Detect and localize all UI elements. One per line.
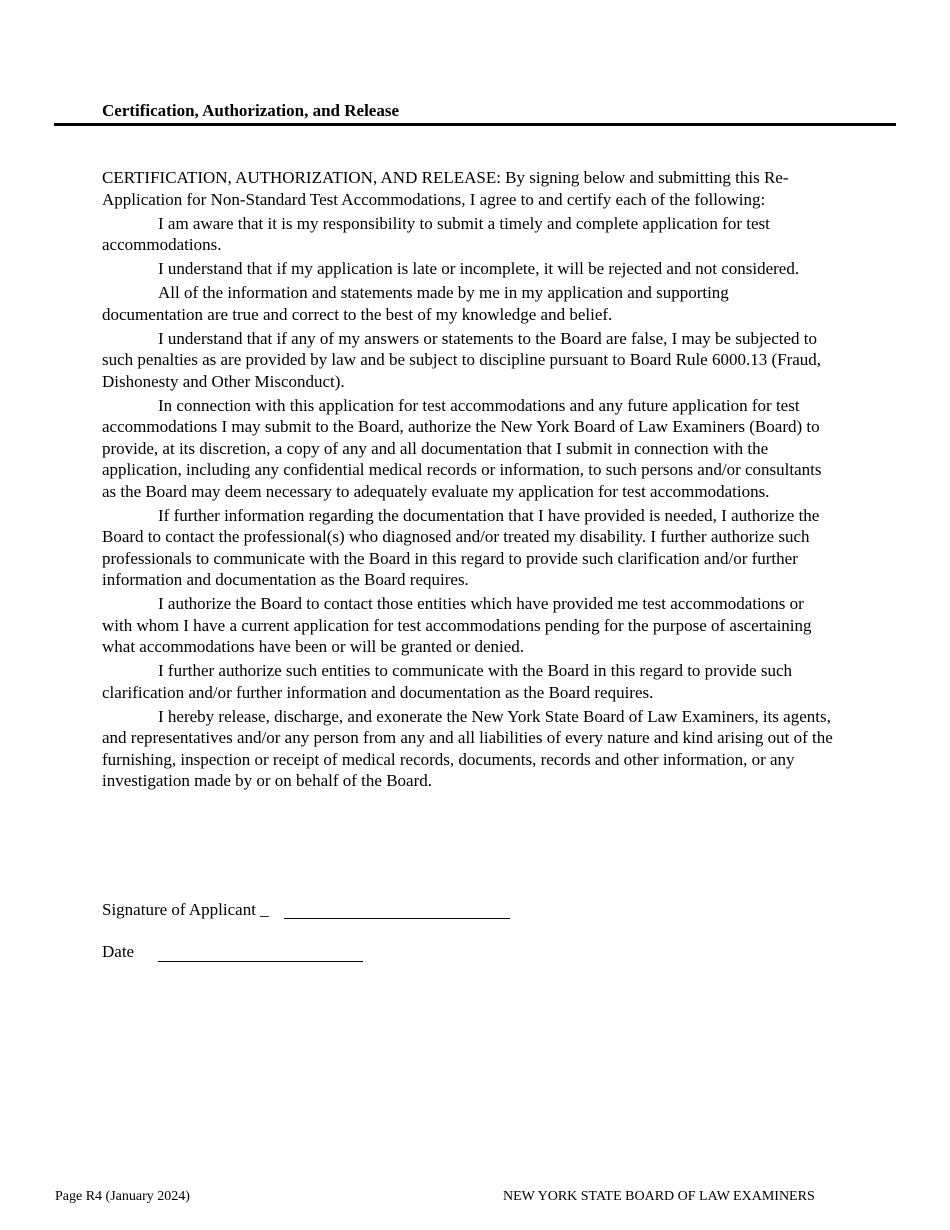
signature-field[interactable] [284,918,510,919]
certification-paragraph-documentation-sharing: In connection with this application for test accommodations and any future application for test accommodations I may submit to the Board, authorize the New York Board of Law Examiners (Board) to provide, at its discretion, a copy of any and all documentation that I submit in connection with the application, including any confidential medical records or information, to such persons and/or consultants as the Board may deem necessary to adequately evaluate my application for test accommodations. [102,395,822,501]
certification-paragraph-release: I hereby release, discharge, and exonerate the New York State Board of Law Examiners, its agents, and representatives and/or any person from any and all liabilities of every nature and kind arising out of the furnishing, inspection or receipt of medical records, documents, records and other information, or any investigation made by or on behalf of the Board. [102,706,833,790]
certification-paragraph-late-application: I understand that if my application is late or incomplete, it will be rejected and not considered. [158,259,800,278]
date-label: Date [102,942,135,961]
certification-paragraph-contact-professionals: If further information regarding the documentation that I have provided is needed, I authorize the Board to contact the professional(s) who diagnosed and/or treated my disability. I further authorize such professionals to communicate with the Board in this regard to provide such clarification and/or further information and documentation as the Board requires. [102,505,820,589]
certification-paragraph-penalties: I understand that if any of my answers or statements to the Board are false, I may be subjected to such penalties as are provided by law and be subject to discipline pursuant to Board Rule 6000.13 (Fraud, Dishonesty and Other Misconduct). [102,328,822,391]
footer-organization: NEW YORK STATE BOARD OF LAW EXAMINERS [503,1189,815,1204]
section-title: Certification, Authorization, and Release [102,101,399,120]
date-field[interactable] [158,961,363,962]
header-divider [54,123,896,126]
footer-page-number: Page R4 (January 2024) [55,1189,190,1204]
certification-paragraph-responsibility: I am aware that it is my responsibility to submit a timely and complete application for test accommodations. [102,213,770,254]
certification-paragraph-contact-entities: I authorize the Board to contact those entities which have provided me test accommodations or with whom I have a current application for test accommodations pending for the purpose of ascertaining what accommodations have been or will be granted or denied. [102,594,812,656]
certification-paragraph-truthfulness: All of the information and statements made by me in my application and supporting documentation are true and correct to the best of my knowledge and belief. [102,283,729,324]
certification-body [102,167,834,794]
certification-intro: CERTIFICATION, AUTHORIZATION, AND RELEASE: By signing below and submitting this Re-Application for Non-Standard Test Accommodations, I agree to and certify each of the following: [102,168,789,209]
certification-paragraph-entities-communicate: I further authorize such entities to communicate with the Board in this regard to provide such clarification and/or further information and documentation as the Board requires. [102,661,793,702]
signature-label: Signature of Applicant _ [102,900,269,919]
